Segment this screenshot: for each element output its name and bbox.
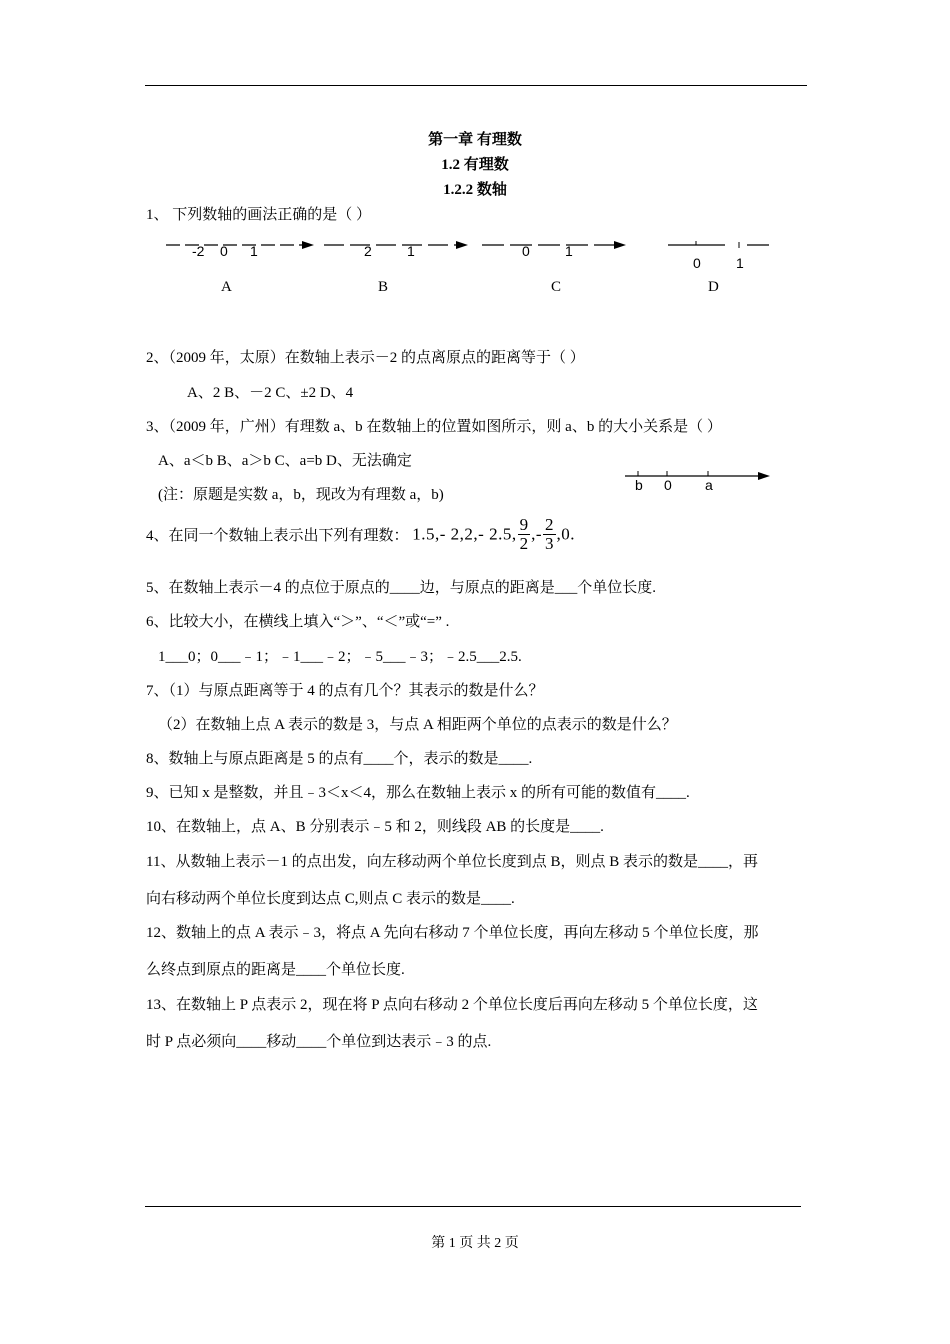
question-12-line-2: 么终点到原点的距离是____个单位长度. — [146, 962, 405, 978]
q4-fraction-2-3 — [543, 516, 556, 553]
question-11-line-1: 11、从数轴上表示－1 的点出发，向左移动两个单位长度到点 B，则点 B 表示的数是____，再 — [146, 854, 758, 870]
option-b-label: B — [378, 279, 389, 295]
axis-a-tick-1: -2 — [192, 243, 205, 259]
question-1: 1、 下列数轴的画法正确的是（ ） — [146, 207, 372, 223]
question-13-line-1: 13、在数轴上 P 点表示 2，现在将 P 点向右移动 2 个单位长度后再向左移动 5 个单位长度，这 — [146, 997, 758, 1013]
number-line-d — [665, 232, 775, 272]
q4-values-1: 1.5,- 2,2,- 2.5, — [412, 524, 517, 544]
page-number: 第 1 页 共 2 页 — [431, 1236, 519, 1251]
question-13-line-2: 时 P 点必须向____移动____个单位到达表示﹣3 的点. — [146, 1034, 492, 1050]
question-5: 5、在数轴上表示－4 的点位于原点的____边，与原点的距离是___个单位长度. — [146, 580, 657, 596]
q4-fraction-9-2 — [518, 516, 531, 553]
question-3-options: A、a＜b B、a＞b C、a=b D、无法确定 — [158, 453, 412, 469]
question-4-text: 4、在同一个数轴上表示出下列有理数： — [146, 528, 409, 544]
axis-d-tick-1: 0 — [693, 255, 701, 271]
question-4 — [146, 516, 575, 553]
question-3: 3、（2009 年，广州）有理数 a、b 在数轴上的位置如图所示，则 a、b 的大小关系是（ ） — [146, 419, 722, 435]
question-2: 2、（2009 年，太原）在数轴上表示－2 的点离原点的距离等于（ ） — [146, 350, 585, 366]
number-line-a — [160, 232, 315, 264]
question-8: 8、数轴上与原点距离是 5 的点有____个，表示的数是____. — [146, 751, 533, 767]
axis-a-tick-3: 1 — [250, 243, 258, 259]
header-rule — [145, 85, 807, 86]
q4-f2-den: 3 — [545, 534, 554, 553]
number-line-c — [478, 232, 633, 264]
q3-label-b: b — [635, 477, 643, 493]
q3-label-zero: 0 — [664, 477, 672, 493]
q4-f1-num: 9 — [519, 515, 529, 534]
question-10: 10、在数轴上，点 A、B 分别表示﹣5 和 2，则线段 AB 的长度是____. — [146, 819, 604, 835]
axis-b-tick-1: 2 — [364, 243, 372, 259]
q3-label-a: a — [705, 477, 713, 493]
question-11-line-2: 向右移动两个单位长度到达点 C,则点 C 表示的数是____. — [146, 891, 515, 907]
question-7-part-1: 7、（1）与原点距离等于 4 的点有几个？其表示的数是什么？ — [146, 683, 544, 699]
question-2-options: A、2 B、－2 C、±2 D、4 — [187, 385, 354, 401]
q4-f1-den: 2 — [519, 534, 529, 553]
axis-d-tick-2: 1 — [736, 255, 744, 271]
question-12-line-1: 12、数轴上的点 A 表示﹣3，将点 A 先向右移动 7 个单位长度，再向左移动 5 个单位长度，那 — [146, 925, 759, 941]
option-d-label: D — [708, 279, 719, 295]
option-a-label: A — [221, 279, 232, 295]
footer-rule — [145, 1206, 801, 1207]
q4-values-3: ,0. — [556, 524, 576, 544]
number-line-b — [318, 232, 473, 264]
axis-b-tick-2: 1 — [407, 243, 415, 259]
question-6-items: 1___0；0___﹣1；﹣1___﹣2；﹣5___﹣3；﹣2.5___2.5. — [158, 649, 522, 665]
question-7-part-2: （2）在数轴上点 A 表示的数是 3，与点 A 相距两个单位的点表示的数是什么？ — [158, 717, 677, 733]
subsection-title: 1.2.2 数轴 — [443, 182, 507, 198]
axis-c-tick-2: 1 — [565, 243, 573, 259]
question-3-number-line — [622, 464, 772, 494]
axis-a-tick-2: 0 — [220, 243, 228, 259]
option-c-label: C — [551, 279, 562, 295]
question-6: 6、比较大小，在横线上填入“＞”、“＜”或“=” . — [146, 614, 450, 630]
q4-values-2: ,- — [531, 524, 543, 544]
question-3-note: (注：原题是实数 a，b，现改为有理数 a，b) — [158, 487, 444, 503]
chapter-title: 第一章 有理数 — [428, 132, 522, 148]
question-9: 9、已知 x 是整数，并且﹣3＜x＜4，那么在数轴上表示 x 的所有可能的数值有____. — [146, 785, 690, 801]
section-title: 1.2 有理数 — [441, 157, 509, 173]
q4-f2-num: 2 — [545, 515, 554, 534]
axis-c-tick-1: 0 — [522, 243, 530, 259]
